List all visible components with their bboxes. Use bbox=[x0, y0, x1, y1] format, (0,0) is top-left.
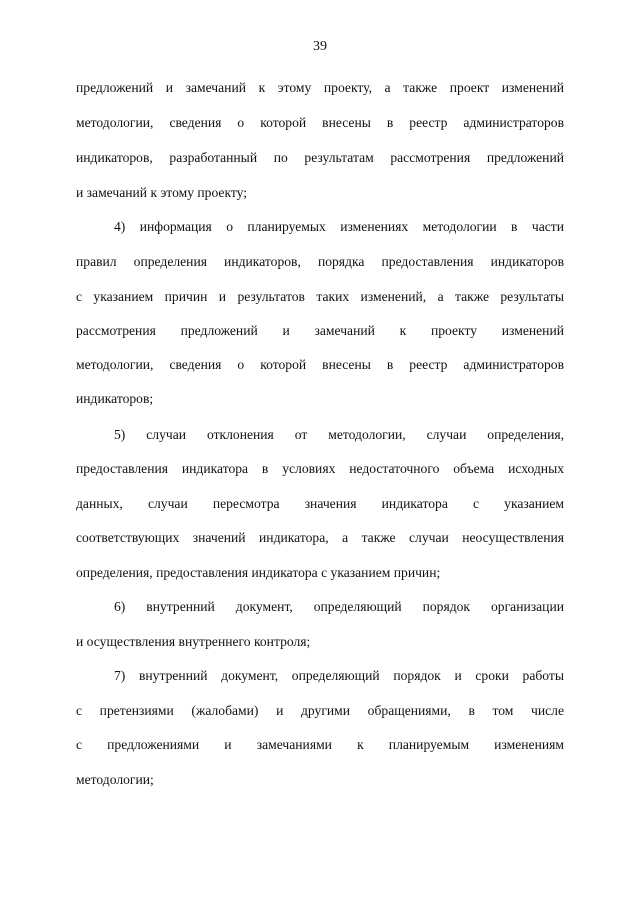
paragraph-6-first-line: 6) внутренний документ, определяющий порядок организации bbox=[114, 599, 564, 614]
page-number: 39 bbox=[313, 39, 327, 54]
text-line: рассмотрения предложений и замечаний к проекту изменений bbox=[76, 323, 564, 338]
paragraph-4-first-line: 4) информация о планируемых изменениях методологии в части bbox=[114, 219, 564, 234]
text-line: данных, случаи пересмотра значения индикатора с указанием bbox=[76, 496, 564, 511]
text-line: предоставления индикатора в условиях недостаточного объема исходных bbox=[76, 461, 564, 476]
text-line: методологии, сведения о которой внесены в реестр администраторов bbox=[76, 357, 564, 372]
text-line: с предложениями и замечаниями к планируемым изменениям bbox=[76, 737, 564, 752]
text-line: методологии, сведения о которой внесены в реестр администраторов bbox=[76, 115, 564, 130]
text-line: и осуществления внутреннего контроля; bbox=[76, 634, 311, 649]
text-line: индикаторов, разработанный по результатам рассмотрения предложений bbox=[76, 150, 564, 165]
text-line: правил определения индикаторов, порядка предоставления индикаторов bbox=[76, 254, 564, 269]
text-line: предложений и замечаний к этому проекту, а также проект изменений bbox=[76, 80, 564, 95]
text-line: методологии; bbox=[76, 772, 154, 787]
paragraph-5-first-line: 5) случаи отклонения от методологии, случаи определения, bbox=[114, 427, 564, 442]
text-line: и замечаний к этому проекту; bbox=[76, 185, 248, 200]
text-line: определения, предоставления индикатора с указанием причин; bbox=[76, 565, 441, 580]
text-line: индикаторов; bbox=[76, 391, 154, 406]
text-line: с претензиями (жалобами) и другими обращениями, в том числе bbox=[76, 703, 564, 718]
paragraph-7-first-line: 7) внутренний документ, определяющий порядок и сроки работы bbox=[114, 668, 564, 683]
text-line: соответствующих значений индикатора, а также случаи неосуществления bbox=[76, 530, 564, 545]
text-line: с указанием причин и результатов таких изменений, а также результаты bbox=[76, 289, 564, 304]
